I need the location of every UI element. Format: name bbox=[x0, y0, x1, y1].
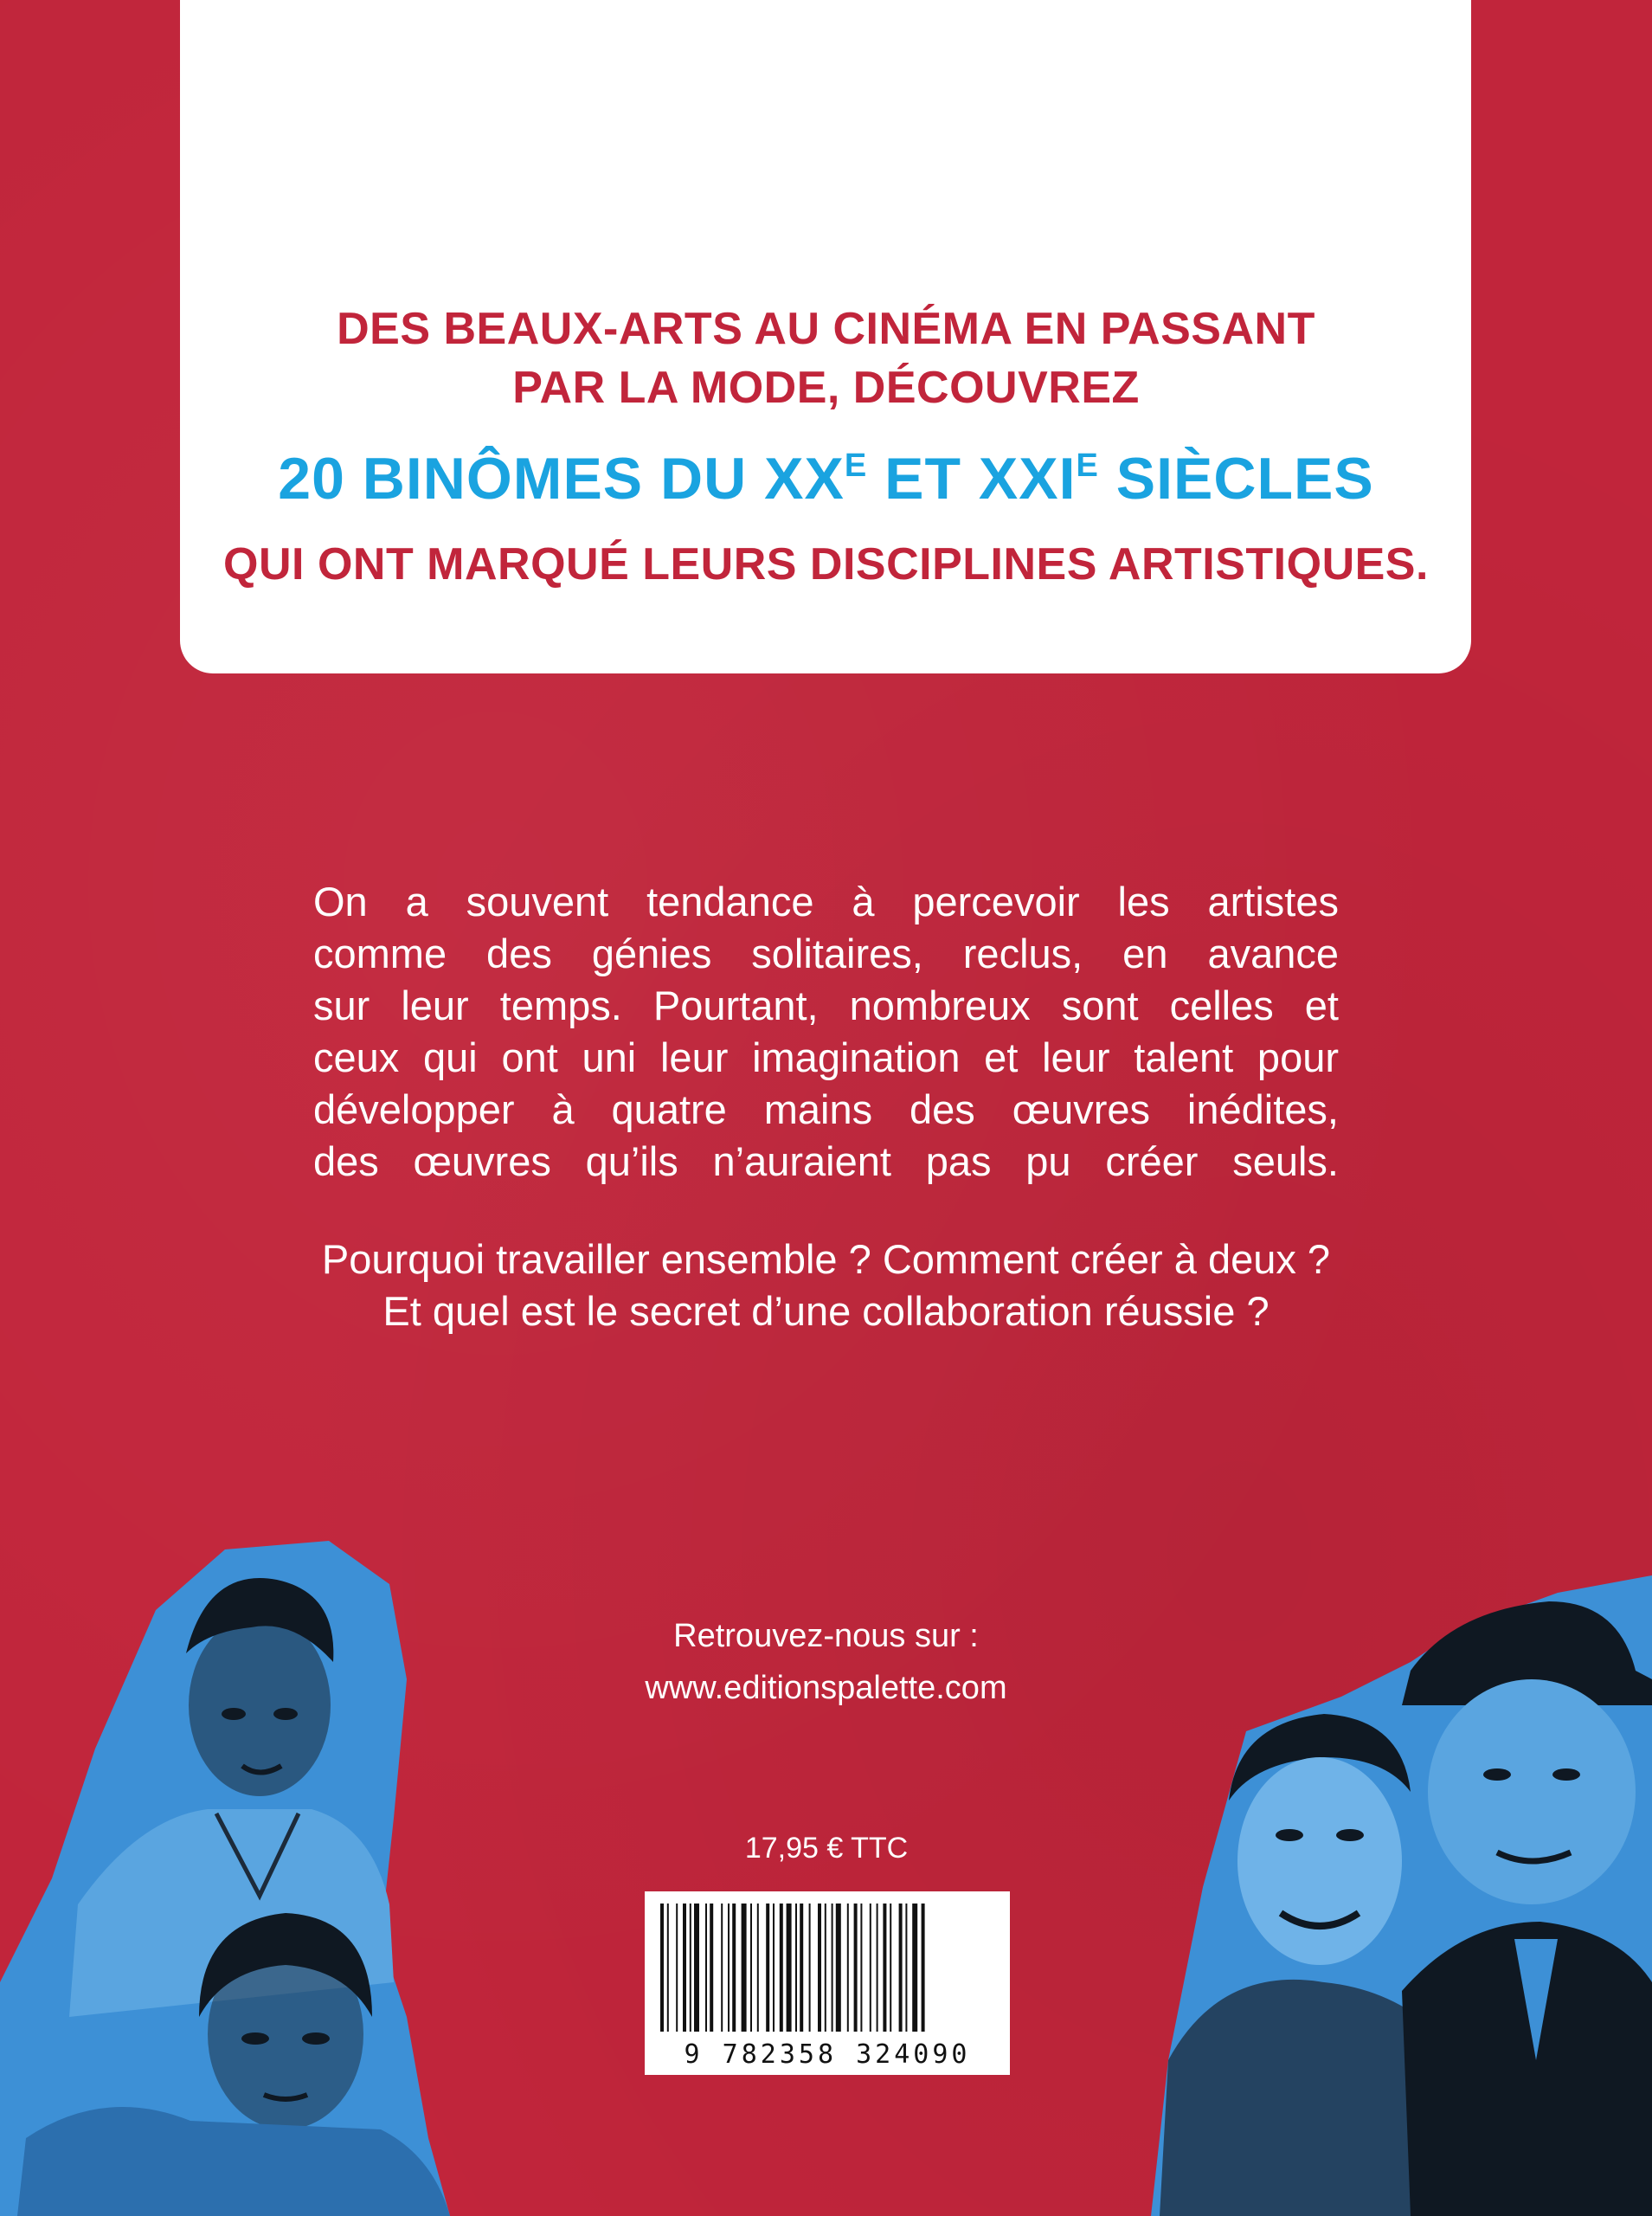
question-line: Et quel est le secret d’une collaboration réussie ? bbox=[382, 1288, 1270, 1334]
isbn-barcode bbox=[645, 1891, 1010, 2075]
century-superscript-1: E bbox=[844, 448, 868, 484]
tagline-highlight bbox=[0, 445, 1652, 512]
tagline-line-3: QUI ONT MARQUÉ LEURS DISCIPLINES ARTISTIQUES. bbox=[223, 539, 1429, 589]
website-link[interactable]: www.editionspalette.com bbox=[645, 1670, 1007, 1706]
blurb-paragraph bbox=[313, 876, 1339, 1188]
find-us-label: Retrouvez-nous sur : bbox=[673, 1618, 979, 1654]
question-line: Pourquoi travailler ensemble ? Comment créer à deux ? bbox=[321, 1236, 1331, 1282]
blurb-line: des œuvres qu’ils n’auraient pas pu créer seuls. bbox=[313, 1138, 1339, 1184]
publisher-contact bbox=[485, 1610, 1167, 1714]
blurb-line: ceux qui ont uni leur imagination et leur talent pour bbox=[313, 1034, 1339, 1080]
highlight-part-c: SIÈCLES bbox=[1098, 446, 1374, 512]
right-duo-photo bbox=[1151, 1575, 1652, 2216]
blurb-line: On a souvent tendance à percevoir les artistes bbox=[313, 879, 1339, 924]
left-couple-photo bbox=[0, 1532, 450, 2216]
blurb-line: développer à quatre mains des œuvres inédites, bbox=[313, 1086, 1339, 1132]
tagline-line-2: PAR LA MODE, DÉCOUVREZ bbox=[512, 363, 1140, 413]
blurb-line: sur leur temps. Pourtant, nombreux sont celles et bbox=[313, 982, 1339, 1028]
century-superscript-2: E bbox=[1076, 448, 1099, 484]
isbn-number: 9 782358 324090 bbox=[684, 2039, 971, 2070]
price-label: 17,95 € TTC bbox=[744, 1832, 909, 1865]
highlight-part-a: 20 BINÔMES DU XX bbox=[278, 446, 845, 512]
tagline-line-1: DES BEAUX-ARTS AU CINÉMA EN PASSANT bbox=[337, 304, 1315, 354]
blurb-line: comme des génies solitaires, reclus, en avance bbox=[313, 931, 1339, 976]
blurb-questions bbox=[313, 1234, 1339, 1337]
highlight-part-b: ET XXI bbox=[867, 446, 1077, 512]
